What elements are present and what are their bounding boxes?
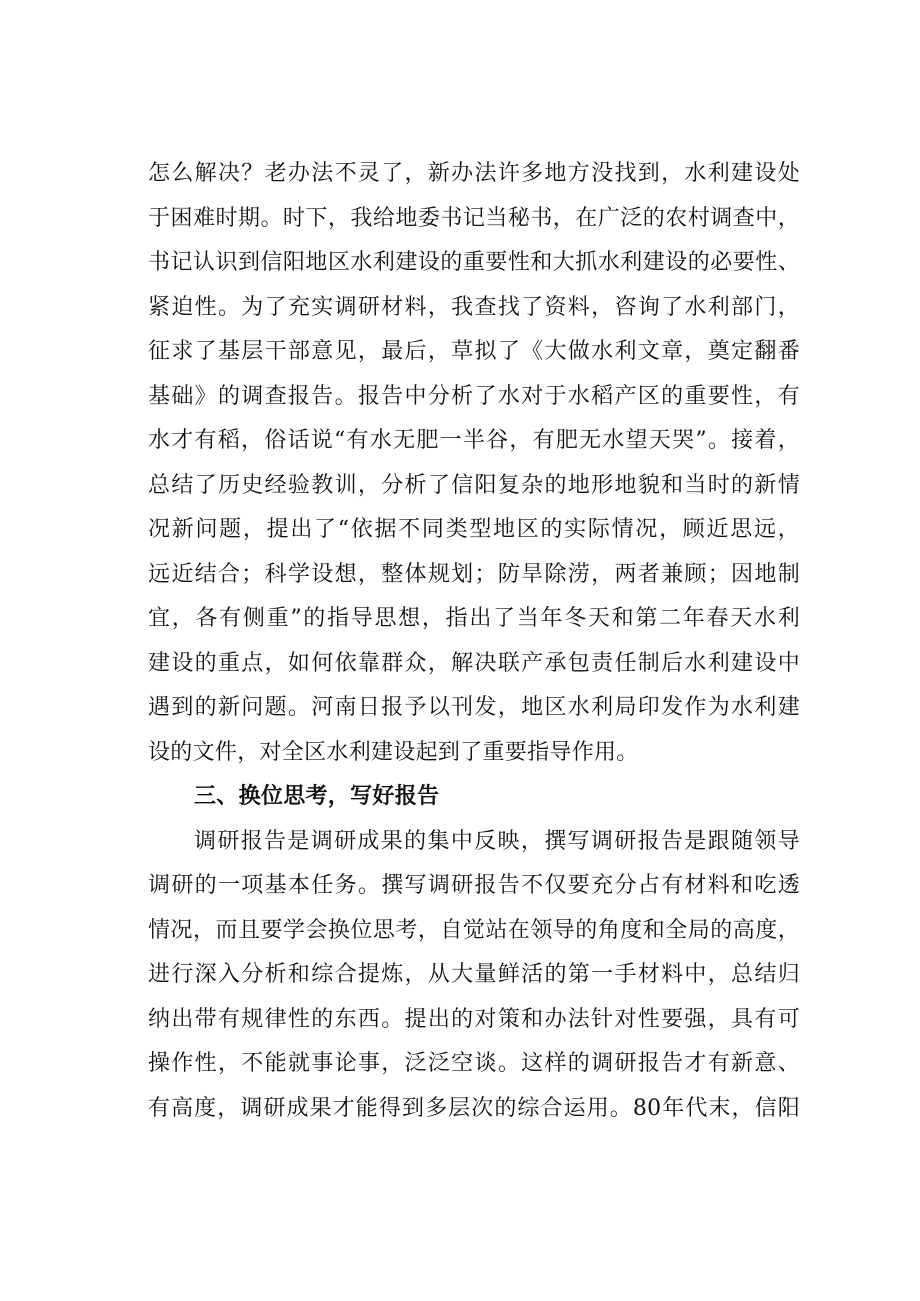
paragraph-1-line-6: 基础》的调查报告。报告中分析了水对于水稻产区的重要性，有	[148, 383, 800, 409]
paragraph-1-line-5: 征求了基层干部意见，最后，草拟了《大做水利文章，奠定翻番	[148, 339, 800, 364]
section-heading: 三、换位思考，写好报告	[194, 784, 440, 809]
paragraph-2-line-5: 纳出带有规律性的东西。提出的对策和办法针对性要强，具有可	[148, 1006, 800, 1032]
paragraph-1-line-7: 水才有稻，俗话说“有水无肥一半谷，有肥无水望天哭”。接着，	[148, 428, 800, 453]
paragraph-1-line-4: 紧迫性。为了充实调研材料，我查找了资料，咨询了水利部门，	[148, 294, 800, 320]
paragraph-1-line-11: 宜，各有侧重”的指导思想，指出了当年冬天和第二年春天水利	[148, 606, 800, 631]
paragraph-1-line-3: 书记认识到信阳地区水利建设的重要性和大抓水利建设的必要性、	[148, 250, 800, 275]
paragraph-1-line-12: 建设的重点，如何依靠群众，解决联产承包责任制后水利建设中	[148, 650, 800, 676]
paragraph-1-line-9: 况新问题，提出了“依据不同类型地区的实际情况，顾近思远，	[148, 517, 800, 542]
document-body	[148, 152, 800, 1131]
paragraph-1-line-1: 怎么解决？老办法不灵了，新办法许多地方没找到，水利建设处	[148, 161, 800, 186]
paragraph-2-line-4: 进行深入分析和综合提炼，从大量鲜活的第一手材料中，总结归	[148, 962, 800, 987]
paragraph-2-line-7: 有高度，调研成果才能得到多层次的综合运用。80年代末，信阳	[148, 1095, 800, 1121]
paragraph-1-line-13: 遇到的新问题。河南日报予以刊发，地区水利局印发作为水利建	[148, 695, 800, 720]
paragraph-2-line-1: 调研报告是调研成果的集中反映，撰写调研报告是跟随领导	[194, 828, 800, 854]
paragraph-2-line-3: 情况，而且要学会换位思考，自觉站在领导的角度和全局的高度，	[148, 917, 800, 943]
paragraph-2-line-2: 调研的一项基本任务。撰写调研报告不仅要充分占有材料和吃透	[148, 873, 800, 898]
paragraph-1-line-10: 远近结合；科学设想，整体规划；防旱除涝，两者兼顾；因地制	[148, 561, 800, 587]
paragraph-2-line-6: 操作性，不能就事论事，泛泛空谈。这样的调研报告才有新意、	[148, 1051, 800, 1076]
paragraph-1-line-2: 于困难时期。时下，我给地委书记当秘书，在广泛的农村调查中，	[148, 205, 800, 231]
paragraph-1-line-8: 总结了历史经验教训，分析了信阳复杂的地形地貌和当时的新情	[148, 472, 800, 498]
paragraph-1-line-14: 设的文件，对全区水利建设起到了重要指导作用。	[148, 739, 639, 765]
